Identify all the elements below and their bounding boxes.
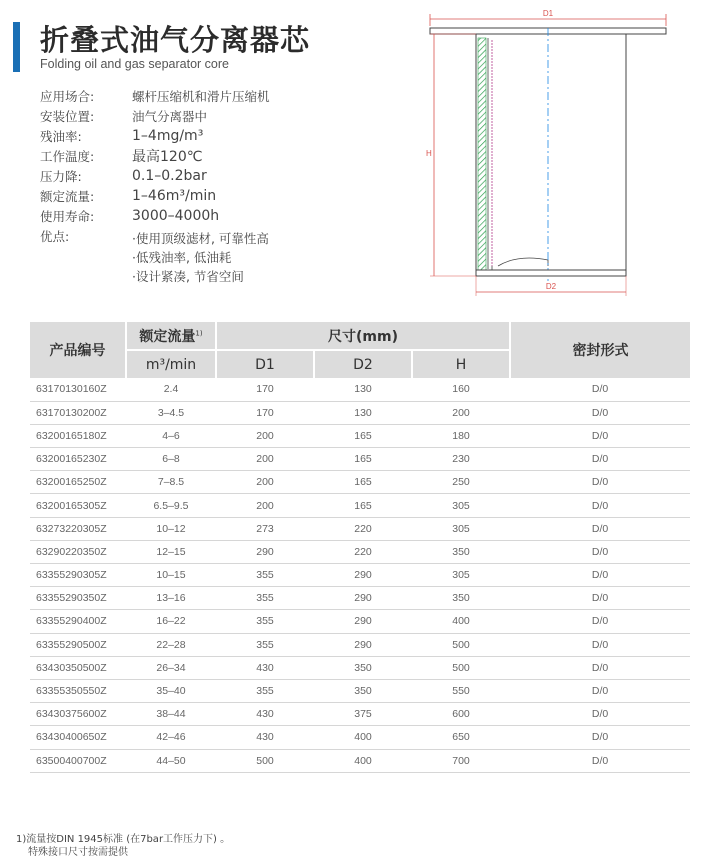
h-cell: 600 bbox=[412, 703, 510, 726]
spec-list bbox=[40, 86, 370, 246]
spec-row bbox=[40, 126, 370, 146]
product-no-cell: 63355290400Z bbox=[30, 610, 126, 633]
table-row bbox=[30, 633, 690, 656]
seal-cell: D/0 bbox=[510, 656, 690, 679]
d2-cell: 290 bbox=[314, 610, 412, 633]
table-row bbox=[30, 564, 690, 587]
d1-cell: 500 bbox=[216, 749, 314, 772]
footnote bbox=[16, 833, 230, 859]
d2-cell: 400 bbox=[314, 749, 412, 772]
spec-value: 1–4mg/m³ bbox=[132, 128, 204, 144]
h-cell: 550 bbox=[412, 679, 510, 702]
table-row bbox=[30, 656, 690, 679]
spec-row bbox=[40, 106, 370, 126]
d1-cell: 355 bbox=[216, 610, 314, 633]
table-row bbox=[30, 471, 690, 494]
table-row bbox=[30, 494, 690, 517]
product-no-cell: 63200165250Z bbox=[30, 471, 126, 494]
table-row bbox=[30, 540, 690, 563]
table-row bbox=[30, 726, 690, 749]
d1-cell: 170 bbox=[216, 378, 314, 401]
product-no-cell: 63200165230Z bbox=[30, 448, 126, 471]
seal-cell: D/0 bbox=[510, 424, 690, 447]
d1-cell: 200 bbox=[216, 471, 314, 494]
table-row bbox=[30, 517, 690, 540]
d2-cell: 165 bbox=[314, 424, 412, 447]
rated-flow-cell: 10–15 bbox=[126, 564, 216, 587]
title-accent-bar bbox=[13, 22, 20, 72]
spec-row bbox=[40, 206, 370, 226]
table-row bbox=[30, 587, 690, 610]
separator-core-diagram bbox=[418, 4, 678, 300]
d2-cell: 350 bbox=[314, 679, 412, 702]
d2-cell: 400 bbox=[314, 726, 412, 749]
product-no-cell: 63430400650Z bbox=[30, 726, 126, 749]
d2-cell: 130 bbox=[314, 378, 412, 401]
spec-value: 1–46m³/min bbox=[132, 188, 217, 204]
seal-cell: D/0 bbox=[510, 679, 690, 702]
product-no-cell: 63430375600Z bbox=[30, 703, 126, 726]
table-row bbox=[30, 749, 690, 772]
d1-cell: 200 bbox=[216, 424, 314, 447]
product-no-cell: 63355290500Z bbox=[30, 633, 126, 656]
spec-value: 3000–4000h bbox=[132, 208, 220, 224]
spec-row bbox=[40, 166, 370, 186]
filter-media-left bbox=[478, 38, 486, 270]
seal-cell: D/0 bbox=[510, 494, 690, 517]
product-no-cell: 63273220305Z bbox=[30, 517, 126, 540]
rated-flow-cell: 2.4 bbox=[126, 378, 216, 401]
product-no-cell: 63170130200Z bbox=[30, 401, 126, 424]
d1-label: D1 bbox=[542, 9, 554, 18]
rated-flow-cell: 38–44 bbox=[126, 703, 216, 726]
header-flow-unit: m³/min bbox=[126, 350, 216, 378]
header-h: H bbox=[412, 350, 510, 378]
spec-label: 额定流量: bbox=[40, 189, 95, 204]
rated-flow-cell: 10–12 bbox=[126, 517, 216, 540]
table-row bbox=[30, 679, 690, 702]
rated-flow-cell: 26–34 bbox=[126, 656, 216, 679]
page-title: 折叠式油气分离器芯 bbox=[40, 23, 311, 57]
product-table-body bbox=[30, 378, 690, 772]
spec-label: 压力降: bbox=[40, 169, 82, 184]
d2-cell: 165 bbox=[314, 448, 412, 471]
h-cell: 400 bbox=[412, 610, 510, 633]
h-cell: 305 bbox=[412, 494, 510, 517]
seal-cell: D/0 bbox=[510, 471, 690, 494]
header-rated-flow: 额定流量$^{1)}$ bbox=[126, 322, 216, 350]
table-row bbox=[30, 448, 690, 471]
d1-cell: 355 bbox=[216, 587, 314, 610]
spec-label: 使用寿命: bbox=[40, 209, 95, 224]
d2-cell: 220 bbox=[314, 540, 412, 563]
table-row bbox=[30, 424, 690, 447]
d2-cell: 165 bbox=[314, 494, 412, 517]
h-cell: 500 bbox=[412, 633, 510, 656]
h-cell: 500 bbox=[412, 656, 510, 679]
spec-value: 螺杆压缩机和滑片压缩机 bbox=[132, 89, 270, 104]
rated-flow-cell: 6–8 bbox=[126, 448, 216, 471]
spec-value: 油气分离器中 bbox=[132, 109, 208, 124]
seal-cell: D/0 bbox=[510, 610, 690, 633]
spec-label: 应用场合: bbox=[40, 89, 95, 104]
d2-cell: 290 bbox=[314, 587, 412, 610]
advantage-item: ·设计紧凑, 节省空间 bbox=[132, 269, 244, 284]
spec-row bbox=[40, 146, 370, 166]
d1-cell: 355 bbox=[216, 679, 314, 702]
seal-cell: D/0 bbox=[510, 726, 690, 749]
product-no-cell: 63355350550Z bbox=[30, 679, 126, 702]
d2-label: D2 bbox=[545, 282, 557, 291]
rated-flow-cell: 22–28 bbox=[126, 633, 216, 656]
advantage-item: ·低残油率, 低油耗 bbox=[132, 250, 232, 265]
d1-cell: 170 bbox=[216, 401, 314, 424]
h-cell: 305 bbox=[412, 517, 510, 540]
h-cell: 230 bbox=[412, 448, 510, 471]
h-cell: 350 bbox=[412, 540, 510, 563]
product-table bbox=[30, 322, 690, 773]
spec-label: 安装位置: bbox=[40, 109, 95, 124]
spec-label: 残油率: bbox=[40, 129, 82, 144]
header-seal: 密封形式 bbox=[510, 322, 690, 378]
h-label: H bbox=[426, 149, 432, 158]
d1-cell: 355 bbox=[216, 564, 314, 587]
header-d1: D1 bbox=[216, 350, 314, 378]
d1-cell: 430 bbox=[216, 656, 314, 679]
d1-cell: 430 bbox=[216, 703, 314, 726]
seal-cell: D/0 bbox=[510, 587, 690, 610]
product-no-cell: 63290220350Z bbox=[30, 540, 126, 563]
rated-flow-cell: 12–15 bbox=[126, 540, 216, 563]
table-row bbox=[30, 378, 690, 401]
h-cell: 350 bbox=[412, 587, 510, 610]
rated-flow-cell: 42–46 bbox=[126, 726, 216, 749]
rated-flow-cell: 35–40 bbox=[126, 679, 216, 702]
page-subtitle: Folding oil and gas separator core bbox=[40, 57, 230, 71]
h-cell: 250 bbox=[412, 471, 510, 494]
rated-flow-cell: 44–50 bbox=[126, 749, 216, 772]
table-row bbox=[30, 703, 690, 726]
h-cell: 650 bbox=[412, 726, 510, 749]
rated-flow-cell: 3–4.5 bbox=[126, 401, 216, 424]
seal-cell: D/0 bbox=[510, 448, 690, 471]
product-no-cell: 63355290350Z bbox=[30, 587, 126, 610]
rated-flow-cell: 4–6 bbox=[126, 424, 216, 447]
d2-cell: 130 bbox=[314, 401, 412, 424]
seal-cell: D/0 bbox=[510, 703, 690, 726]
h-cell: 700 bbox=[412, 749, 510, 772]
seal-cell: D/0 bbox=[510, 564, 690, 587]
rated-flow-cell: 16–22 bbox=[126, 610, 216, 633]
d1-cell: 273 bbox=[216, 517, 314, 540]
footnote-line-1: 1)流量按DIN 1945标准 (在7bar工作压力下) 。 bbox=[16, 834, 231, 845]
advantage-item: ·使用顶级滤材, 可靠性高 bbox=[132, 231, 269, 246]
product-no-cell: 63200165305Z bbox=[30, 494, 126, 517]
d2-cell: 165 bbox=[314, 471, 412, 494]
d1-cell: 200 bbox=[216, 448, 314, 471]
product-no-cell: 63170130160Z bbox=[30, 378, 126, 401]
d2-cell: 375 bbox=[314, 703, 412, 726]
d2-cell: 290 bbox=[314, 564, 412, 587]
d1-cell: 290 bbox=[216, 540, 314, 563]
d1-cell: 200 bbox=[216, 494, 314, 517]
rated-flow-cell: 7–8.5 bbox=[126, 471, 216, 494]
product-no-cell: 63500400700Z bbox=[30, 749, 126, 772]
spec-label: 优点: bbox=[40, 229, 70, 244]
spec-label: 工作温度: bbox=[40, 149, 95, 164]
advantage-list bbox=[132, 229, 269, 286]
spec-value: 最高120℃ bbox=[132, 149, 203, 165]
product-no-cell: 63200165180Z bbox=[30, 424, 126, 447]
table-row bbox=[30, 401, 690, 424]
h-cell: 200 bbox=[412, 401, 510, 424]
h-cell: 180 bbox=[412, 424, 510, 447]
table-row bbox=[30, 610, 690, 633]
rated-flow-cell: 13–16 bbox=[126, 587, 216, 610]
d1-cell: 355 bbox=[216, 633, 314, 656]
spec-row bbox=[40, 86, 370, 106]
seal-cell: D/0 bbox=[510, 633, 690, 656]
seal-cell: D/0 bbox=[510, 749, 690, 772]
seal-cell: D/0 bbox=[510, 378, 690, 401]
d1-cell: 430 bbox=[216, 726, 314, 749]
product-no-cell: 63430350500Z bbox=[30, 656, 126, 679]
spec-row bbox=[40, 186, 370, 206]
d2-cell: 350 bbox=[314, 656, 412, 679]
rated-flow-cell: 6.5–9.5 bbox=[126, 494, 216, 517]
h-cell: 160 bbox=[412, 378, 510, 401]
d2-cell: 220 bbox=[314, 517, 412, 540]
seal-cell: D/0 bbox=[510, 401, 690, 424]
product-no-cell: 63355290305Z bbox=[30, 564, 126, 587]
core-body bbox=[476, 34, 626, 274]
h-cell: 305 bbox=[412, 564, 510, 587]
header-dimensions: 尺寸(mm) bbox=[216, 322, 510, 350]
spec-value: 0.1–0.2bar bbox=[132, 168, 207, 184]
header-d2: D2 bbox=[314, 350, 412, 378]
seal-cell: D/0 bbox=[510, 517, 690, 540]
footnote-line-2: 特殊接口尺寸按需提供 bbox=[28, 847, 128, 858]
header-product-no: 产品编号 bbox=[30, 322, 126, 378]
seal-cell: D/0 bbox=[510, 540, 690, 563]
product-table-wrap bbox=[30, 322, 690, 773]
d2-cell: 290 bbox=[314, 633, 412, 656]
